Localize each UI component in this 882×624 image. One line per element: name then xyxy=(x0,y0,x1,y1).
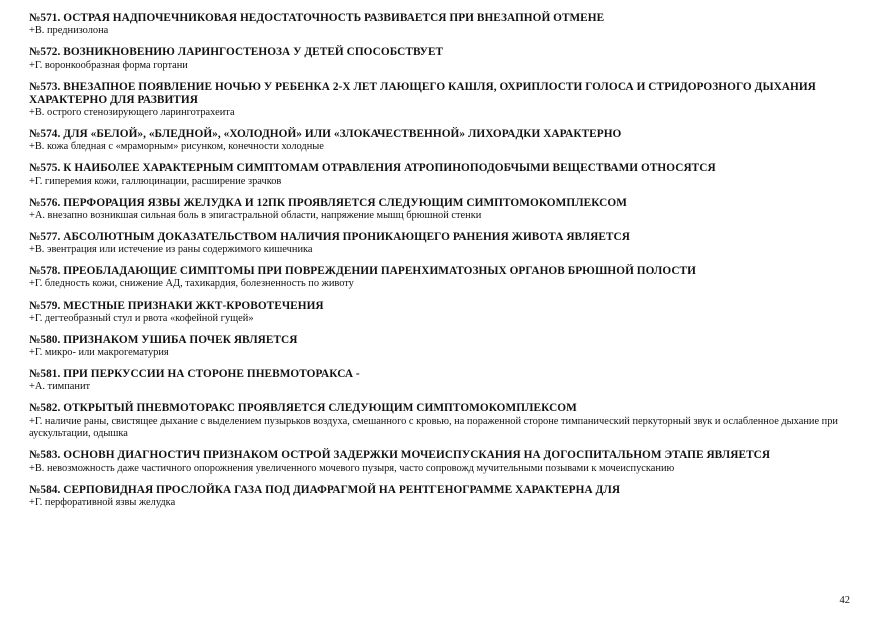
question-block-584 xyxy=(29,484,874,510)
question-block-572 xyxy=(29,46,874,72)
question-text: №579. МЕСТНЫЕ ПРИЗНАКИ ЖКТ-КРОВОТЕЧЕНИЯ xyxy=(29,299,324,312)
answer-text: +В. острого стенозирующего ларинготрахеита xyxy=(29,107,235,118)
question-text: №581. ПРИ ПЕРКУССИИ НА СТОРОНЕ ПНЕВМОТОРАКСА - xyxy=(29,368,360,381)
answer-text: +В. эвентрация или истечение из раны содержимого кишечника xyxy=(29,244,313,256)
answer-text: +Г. воронкообразная форма гортани xyxy=(29,59,188,71)
question-block-581 xyxy=(29,368,874,394)
question-block-576 xyxy=(29,197,874,223)
document-page xyxy=(29,12,874,518)
answer-text: +В. невозможность даже частичного опорожнения увеличенного мочевого пузыря, часто сопровожд мучительными позывами к мочеиспусканию xyxy=(29,462,675,474)
question-block-578 xyxy=(29,265,874,291)
answer-text: +Г. перфоративной язвы желудка xyxy=(29,496,176,508)
page-number: 42 xyxy=(839,595,850,606)
question-text: №576. ПЕРФОРАЦИЯ ЯЗВЫ ЖЕЛУДКА И 12ПК ПРОЯВЛЯЕТСЯ СЛЕДУЮЩИМ СИМПТОМОКОМПЛЕКСОМ xyxy=(29,196,627,209)
question-block-574 xyxy=(29,128,874,154)
question-text: №572. ВОЗНИКНОВЕНИЮ ЛАРИНГОСТЕНОЗА У ДЕТЕЙ СПОСОБСТВУЕТ xyxy=(29,46,444,59)
question-text: №574. ДЛЯ «БЕЛОЙ», «БЛЕДНОЙ», «ХОЛОДНОЙ» ИЛИ «ЗЛОКАЧЕСТВЕННОЙ» ЛИХОРАДКИ ХАРАКТЕРНО xyxy=(29,128,622,141)
question-text: №571. ОСТРАЯ НАДПОЧЕЧНИКОВАЯ НЕДОСТАТОЧНОСТЬ РАЗВИВАЕТСЯ ПРИ ВНЕЗАПНОЙ ОТМЕНЕ xyxy=(29,12,605,24)
answer-text: +Г. бледность кожи, снижение АД, тахикардия, болезненность по животу xyxy=(29,278,354,290)
question-block-583 xyxy=(29,449,874,475)
question-text: №583. ОСНОВН ДИАГНОСТИЧ ПРИЗНАКОМ ОСТРОЙ ЗАДЕРЖКИ МОЧЕИСПУСКАНИЯ НА ДОГОСПИТАЛЬНОМ ЭТАПЕ ЯВЛЯЕТСЯ xyxy=(29,449,771,462)
answer-text: +Г. гиперемия кожи, галлюцинации, расширение зрачков xyxy=(29,175,282,187)
question-text: №582. ОТКРЫТЫЙ ПНЕВМОТОРАКС ПРОЯВЛЯЕТСЯ СЛЕДУЮЩИМ СИМПТОМОКОМПЛЕКСОМ xyxy=(29,402,577,415)
answer-text: +В. кожа бледная с «мраморным» рисунком, конечности холодные xyxy=(29,141,324,153)
answer-text: +Г. наличие раны, свистящее дыхание с выделением пузырьков воздуха, смешанного с кровью, на пораженной стороне тимпанический перкуторный звук и ослабленное дыхание при аускультации, одышка xyxy=(29,415,838,440)
answer-text: +А. тимпанит xyxy=(29,381,91,393)
question-block-571 xyxy=(29,12,874,38)
question-block-580 xyxy=(29,334,874,360)
question-text: №577. АБСОЛЮТНЫМ ДОКАЗАТЕЛЬСТВОМ НАЛИЧИЯ ПРОНИКАЮЩЕГО РАНЕНИЯ ЖИВОТА ЯВЛЯЕТСЯ xyxy=(29,230,630,243)
question-text: №578. ПРЕОБЛАДАЮЩИЕ СИМПТОМЫ ПРИ ПОВРЕЖДЕНИИ ПАРЕНХИМАТОЗНЫХ ОРГАНОВ БРЮШНОЙ ПОЛОСТИ xyxy=(29,265,696,278)
question-text: №580. ПРИЗНАКОМ УШИБА ПОЧЕК ЯВЛЯЕТСЯ xyxy=(29,333,298,346)
question-block-577 xyxy=(29,231,874,257)
question-block-579 xyxy=(29,300,874,326)
answer-text: +А. внезапно возникшая сильная боль в эпигастральной области, напряжение мышц брюшной стенки xyxy=(29,209,482,221)
question-block-582 xyxy=(29,402,874,440)
question-block-575 xyxy=(29,162,874,188)
question-text: №573. ВНЕЗАПНОЕ ПОЯВЛЕНИЕ НОЧЬЮ У РЕБЕНКА 2-Х ЛЕТ ЛАЮЩЕГО КАШЛЯ, ОХРИПЛОСТИ ГОЛОСА И СТРИДОРОЗНОГО ДЫХАНИЯ ХАРАКТЕРНО ДЛЯ РАЗВИТИЯ xyxy=(29,80,816,106)
answer-text: +В. преднизолона xyxy=(29,25,109,37)
answer-text: +Г. микро- или макрогематурия xyxy=(29,347,169,359)
question-block-573 xyxy=(29,81,874,120)
question-text: №575. К НАИБОЛЕЕ ХАРАКТЕРНЫМ СИМПТОМАМ ОТРАВЛЕНИЯ АТРОПИНОПОДОБЧЫМИ ВЕЩЕСТВАМИ ОТНОСЯТСЯ xyxy=(29,162,716,175)
question-text: №584. СЕРПОВИДНАЯ ПРОСЛОЙКА ГАЗА ПОД ДИАФРАГМОЙ НА РЕНТГЕНОГРАММЕ ХАРАКТЕРНА ДЛЯ xyxy=(29,483,621,496)
answer-text: +Г. дегтеобразный стул и рвота «кофейной гущей» xyxy=(29,312,254,324)
